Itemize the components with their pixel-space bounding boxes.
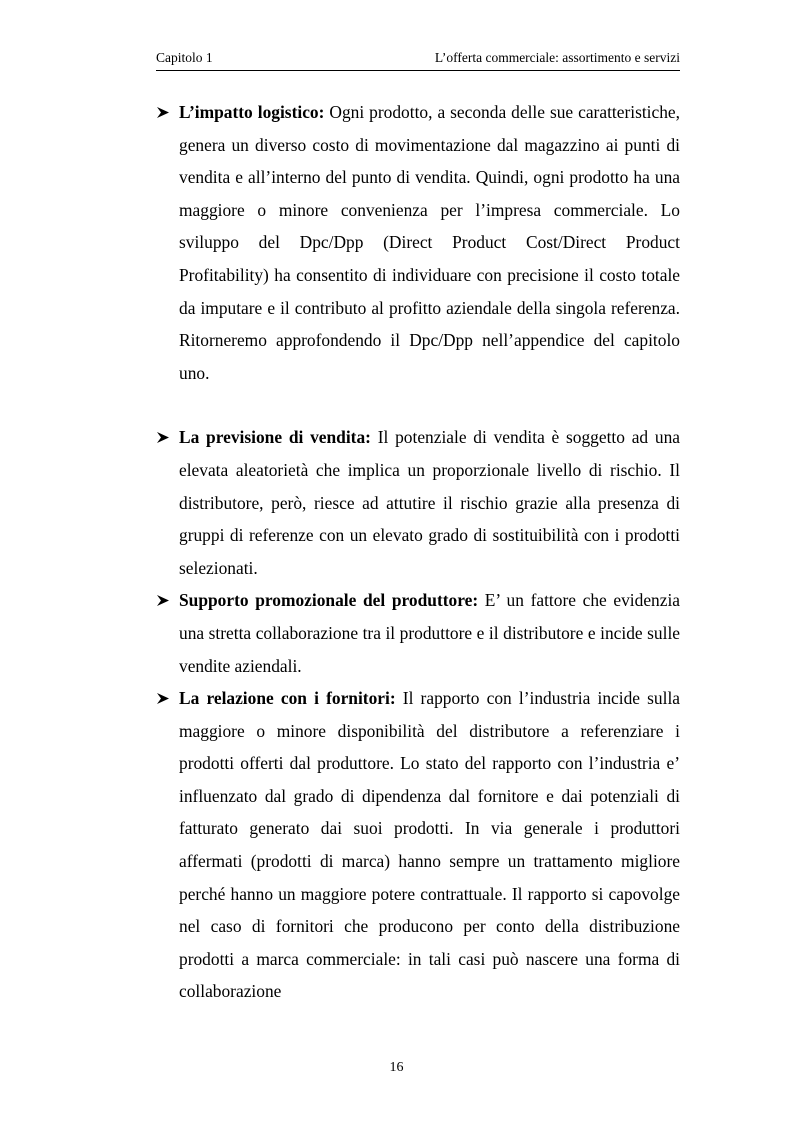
page-header xyxy=(156,48,680,71)
list-item xyxy=(156,96,680,389)
item-text: Il potenziale di vendita è soggetto ad una elevata aleatorietà che implica un proporzionale livello di rischio. Il distributore, però, riesce ad attutire il rischio grazie alla presenza di gruppi di referenze con un elevato grado di sostituibilità con i prodotti selezionati. xyxy=(179,427,680,578)
list-item xyxy=(156,421,680,584)
arrow-bullet-icon xyxy=(156,682,172,715)
item-term: L’impatto logistico: xyxy=(179,102,325,122)
item-text: Ogni prodotto, a seconda delle sue caratteristiche, genera un diverso costo di movimentazione dal magazzino ai punti di vendita e all’interno del punto di vendita. Quindi, ogni prodotto ha una maggiore o minore convenienza per l’impresa commerciale. Lo sviluppo del Dpc/Dpp (Direct Product Cost/Direct Product Profitability) ha consentito di individuare con precisione il costo totale da imputare e il contributo al profitto aziendale della singola referenza. Ritorneremo approfondendo il Dpc/Dpp nell’appendice del capitolo uno. xyxy=(179,102,680,383)
section-title: L’offerta commerciale: assortimento e servizi xyxy=(434,50,680,65)
item-text: E’ un fattore che evidenzia una stretta collaborazione tra il produttore e il distributore e incide sulle vendite aziendali. xyxy=(179,590,680,676)
document-body xyxy=(156,96,680,1008)
item-text: Il rapporto con l’industria incide sulla maggiore o minore disponibilità del distributore a referenziare i prodotti offerti dal produttore. Lo stato del rapporto con l’industria e’ influenzato dal grado di dipendenza dal fornitore e dai potenziali di fatturato generato dai suoi prodotti. In via generale i produttori affermati (prodotti di marca) hanno sempre un trattamento migliore perché hanno un maggiore potere contrattuale. Il rapporto si capovolge nel caso di fornitori che producono per conto della distribuzione prodotti a marca commerciale: in tali casi può nascere una forma di collaborazione xyxy=(179,688,680,1002)
chapter-label: Capitolo 1 xyxy=(156,50,213,65)
arrow-bullet-icon xyxy=(156,584,172,617)
item-term: La relazione con i fornitori: xyxy=(179,688,396,709)
page-number: 16 xyxy=(389,1060,404,1075)
item-term: Supporto promozionale del produttore: xyxy=(179,590,479,611)
arrow-bullet-icon xyxy=(156,96,172,129)
list-item xyxy=(156,682,680,1008)
arrow-bullet-icon xyxy=(156,421,172,454)
item-term: La previsione di vendita: xyxy=(179,427,371,448)
list-item xyxy=(156,584,680,682)
